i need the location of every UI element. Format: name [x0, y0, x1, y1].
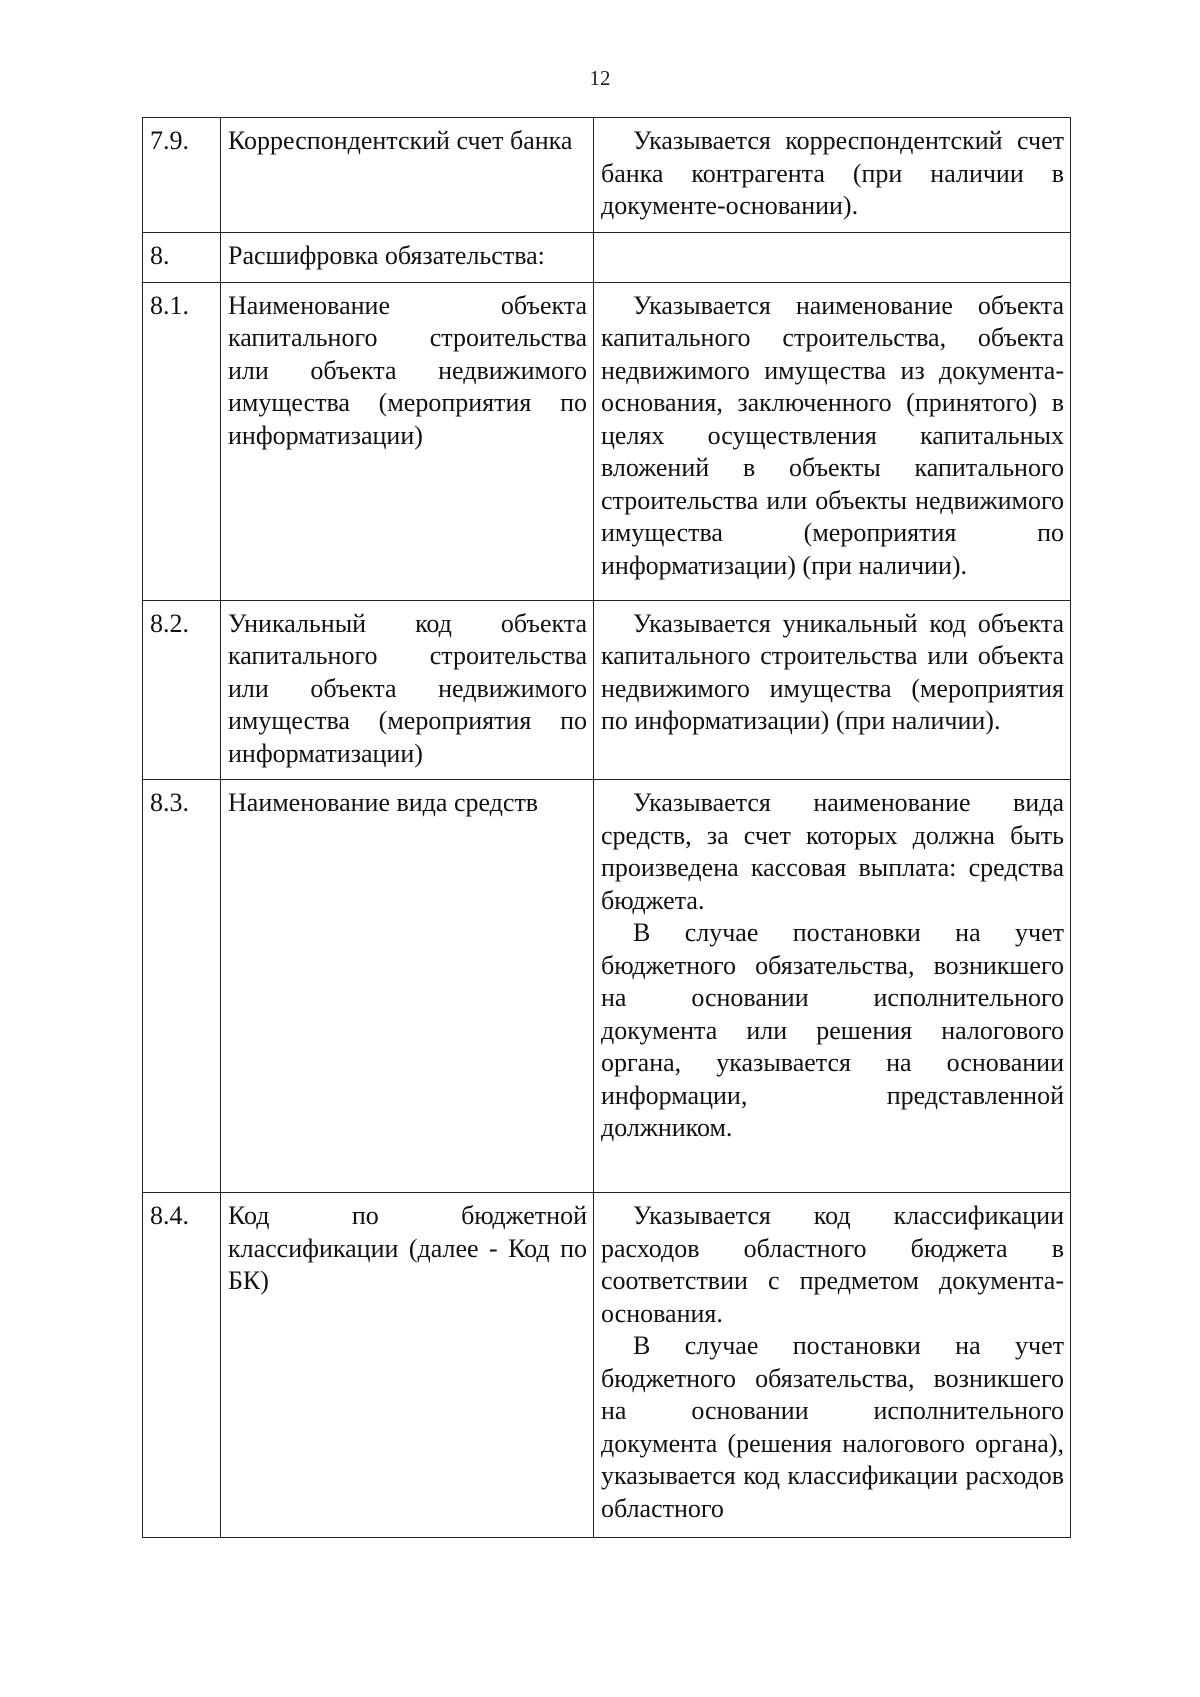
page-number: 12	[589, 66, 611, 90]
row-number: 8.4.	[143, 1193, 221, 1538]
field-name: Наименование объекта капитального строительства или объекта недвижимого имущества (мероприятия по информатизации)	[221, 282, 594, 600]
row-number: 7.9.	[143, 118, 221, 233]
row-number: 8.2.	[143, 600, 221, 780]
field-name: Код по бюджетной классификации (далее - Код по БК)	[221, 1193, 594, 1538]
field-description	[594, 600, 1071, 780]
table-row	[143, 232, 1071, 282]
row-number: 8.3.	[143, 780, 221, 1193]
row-number: 8.	[143, 232, 221, 282]
field-description	[594, 282, 1071, 600]
field-description	[594, 780, 1071, 1193]
description-paragraph: Указывается код классификации расходов областного бюджета в соответствии с предметом документа-основания.	[601, 1201, 1064, 1328]
row-number: 8.1.	[143, 282, 221, 600]
table-row	[143, 282, 1071, 600]
field-name: Уникальный код объекта капитального строительства или объекта недвижимого имущества (мероприятия по информатизации)	[221, 600, 594, 780]
table-row	[143, 600, 1071, 780]
description-paragraph: Указывается корреспондентский счет банка контрагента (при наличии в документе-основании).	[601, 126, 1064, 220]
description-paragraph: Указывается наименование объекта капитального строительства, объекта недвижимого имущества из документа-основания, заключенного (принятого) в целях осуществления капитальных вложений в объекты капитального строительства или объекты недвижимого имущества (мероприятия по информатизации) (при наличии).	[601, 290, 1064, 580]
table-row	[143, 1193, 1071, 1538]
description-paragraph: Указывается наименование вида средств, за счет которых должна быть произведена кассовая выплата: средства бюджета.	[601, 788, 1064, 915]
field-name: Наименование вида средств	[221, 780, 594, 1193]
field-description	[594, 118, 1071, 233]
table-row	[143, 118, 1071, 233]
description-paragraph: В случае постановки на учет бюджетного обязательства, возникшего на основании исполнительного документа или решения налогового органа, указывается на основании информации, представленной должником.	[601, 918, 1064, 1142]
table-row	[143, 780, 1071, 1193]
document-table	[142, 117, 1071, 1538]
field-description	[594, 1193, 1071, 1538]
description-paragraph: Указывается уникальный код объекта капитального строительства или объекта недвижимого имущества (мероприятия по информатизации) (при наличии).	[601, 608, 1064, 735]
field-description	[594, 232, 1071, 282]
field-name: Корреспондентский счет банка	[221, 118, 594, 233]
description-paragraph: В случае постановки на учет бюджетного обязательства, возникшего на основании исполнительного документа (решения налогового органа), указывается код классификации расходов областного	[601, 1331, 1064, 1523]
field-name: Расшифровка обязательства:	[221, 232, 594, 282]
